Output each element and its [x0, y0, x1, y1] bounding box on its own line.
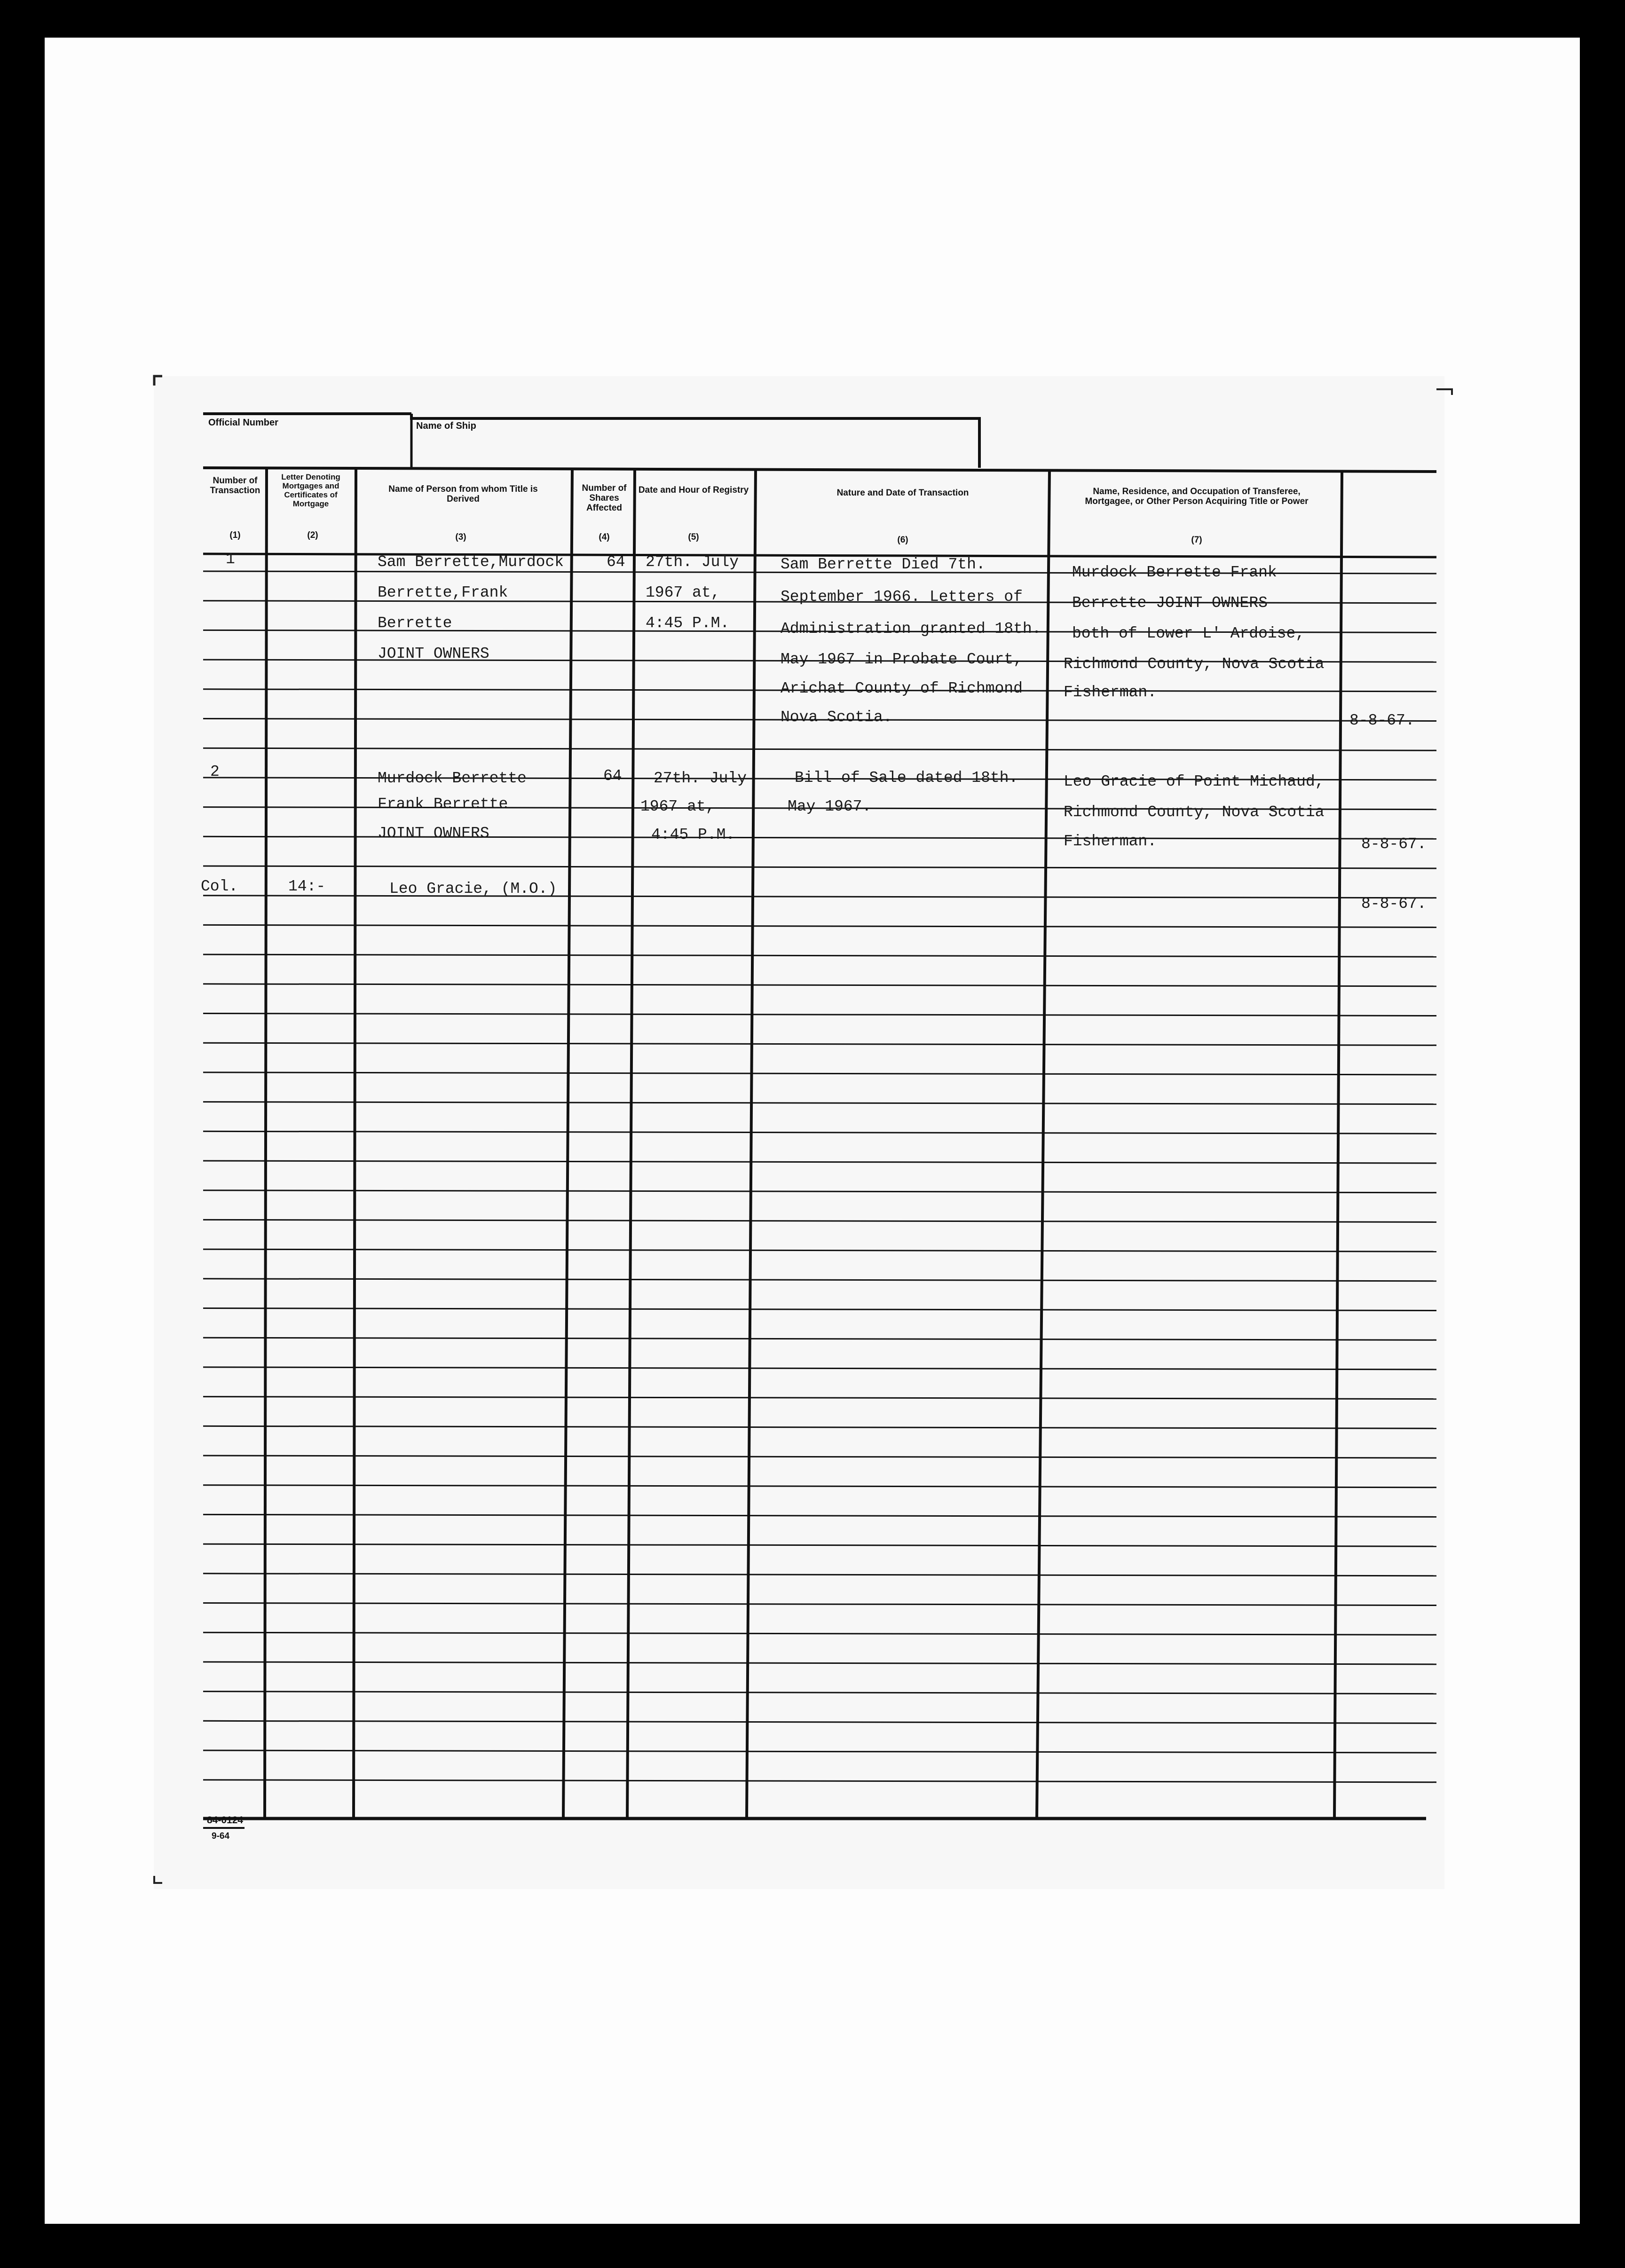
form-date: 9-64: [212, 1831, 230, 1841]
column-header-top: [203, 468, 1436, 472]
row-line: [203, 1131, 1436, 1134]
collector-date: 8-8-67.: [1361, 895, 1427, 913]
col-4-header: Number of Shares Affected: [582, 483, 627, 513]
row-line: [203, 1692, 1436, 1694]
registry-line: 4:45 P.M.: [651, 826, 735, 843]
row-line: [203, 1632, 1436, 1635]
transferee-line: Leo Gracie of Point Michaud,: [1064, 773, 1325, 790]
corner-mark: [154, 376, 162, 386]
transferee-line: Fisherman.: [1064, 833, 1157, 850]
row-line: [203, 1750, 1436, 1753]
ship-name-label: Name of Ship: [416, 421, 476, 431]
nature-line: Bill of Sale dated 18th.: [795, 769, 1018, 787]
col-2-header: Letter Denoting Mortgages and Certificates of Mortgage: [281, 472, 340, 508]
transferee-line: Berrette JOINT OWNERS: [1072, 594, 1268, 612]
row-line: [203, 1220, 1436, 1222]
row-line: [203, 866, 1436, 868]
transferee-line: Richmond County, Nova Scotia: [1064, 803, 1325, 821]
from-line: JOINT OWNERS: [378, 825, 489, 842]
corner-mark: [154, 1876, 162, 1883]
nature-line: Administration granted 18th.: [781, 620, 1041, 638]
registry-line: 27th. July: [646, 553, 739, 571]
from-line: Berrette: [378, 614, 452, 632]
row-line: [203, 1338, 1436, 1340]
nature-line: May 1967.: [788, 798, 872, 815]
nature-line: Arichat County of Richmond: [781, 680, 1023, 697]
shares: 64: [603, 767, 622, 785]
row-line: [203, 1514, 1436, 1517]
col-1-header: Number of Transaction: [210, 476, 260, 496]
entry-date: 8-8-67.: [1349, 712, 1415, 729]
transferee-line: Richmond County, Nova Scotia: [1064, 655, 1325, 673]
row-line: [203, 1308, 1436, 1311]
col-3-number: (3): [455, 532, 466, 542]
ship-name-field[interactable]: [564, 423, 964, 456]
entry-date: 8-8-67.: [1361, 835, 1427, 853]
form-number: 84-0124: [207, 1815, 244, 1826]
row-line: [203, 1397, 1436, 1399]
col-7-number: (7): [1191, 535, 1202, 545]
registry-line: 1967 at,: [646, 584, 720, 601]
row-line: [203, 984, 1436, 986]
col-6-header: Nature and Date of Transaction: [836, 488, 969, 498]
row-line: [203, 1043, 1436, 1045]
row-line: [203, 1662, 1436, 1664]
col-3-header: Name of Person from whom Title is Derived: [388, 484, 538, 504]
row-line: [203, 1456, 1436, 1458]
col-4-number: (4): [599, 532, 610, 542]
row-line: [203, 1072, 1436, 1075]
row-line: [203, 1721, 1436, 1723]
row-line: [203, 1780, 1436, 1782]
row-line: [203, 1485, 1436, 1488]
transferee-line: Murdock Berrette Frank: [1072, 564, 1277, 581]
row-line: [203, 1161, 1436, 1163]
row-line: [203, 1279, 1436, 1281]
row-line: [203, 748, 1436, 750]
row-line: [203, 925, 1436, 927]
row-line: [203, 954, 1436, 957]
row-line: [203, 1603, 1436, 1606]
col-5-header: Date and Hour of Registry: [638, 485, 749, 495]
from-line: Frank Berrette: [378, 795, 508, 813]
transferee-line: both of Lower L' Ardoise,: [1072, 625, 1305, 642]
col-7-header: Name, Residence, and Occupation of Transferee, Mortgagee, or Other Person Acquiring Title or Power: [1085, 487, 1309, 506]
nature-line: May 1967 in Probate Court,: [781, 651, 1023, 668]
collector-ref: 14:-: [288, 878, 326, 895]
row-line: [203, 1102, 1436, 1104]
registry-line: 27th. July: [654, 770, 747, 787]
nature-line: Sam Berrette Died 7th.: [781, 556, 986, 573]
from-line: Sam Berrette,Murdock: [378, 553, 564, 571]
transaction-number: 1: [226, 551, 235, 568]
nature-line: Nova Scotia.: [781, 709, 892, 726]
from-line: Murdock Berrette: [378, 770, 527, 787]
col-5-number: (5): [688, 532, 699, 542]
row-lines: [203, 571, 1436, 1782]
row-line: [203, 1190, 1436, 1193]
nature-line: September 1966. Letters of: [781, 588, 1023, 606]
corner-mark: [1436, 389, 1452, 395]
row-line: [203, 1544, 1436, 1546]
row-line: [203, 1014, 1436, 1016]
registry-line: 4:45 P.M.: [646, 614, 730, 632]
col-2-number: (2): [307, 530, 318, 540]
from-line: JOINT OWNERS: [378, 645, 489, 662]
transaction-number: 2: [210, 763, 220, 780]
from-line: Berrette,Frank: [378, 584, 508, 601]
row-line: [203, 1367, 1436, 1370]
transferee-line: Fisherman.: [1064, 684, 1157, 701]
row-line: [203, 896, 1436, 898]
col-6-number: (6): [897, 535, 908, 545]
row-line: [203, 1426, 1436, 1428]
collector-label: Col.: [201, 878, 238, 895]
registry-line: 1967 at,: [640, 798, 715, 815]
row-line: [203, 1249, 1436, 1252]
row-line: [203, 1574, 1436, 1576]
col-1-number: (1): [229, 530, 241, 540]
shares: 64: [607, 553, 625, 571]
official-number-label: Official Number: [208, 417, 278, 428]
collector-name: Leo Gracie, (M.O.): [389, 880, 557, 898]
